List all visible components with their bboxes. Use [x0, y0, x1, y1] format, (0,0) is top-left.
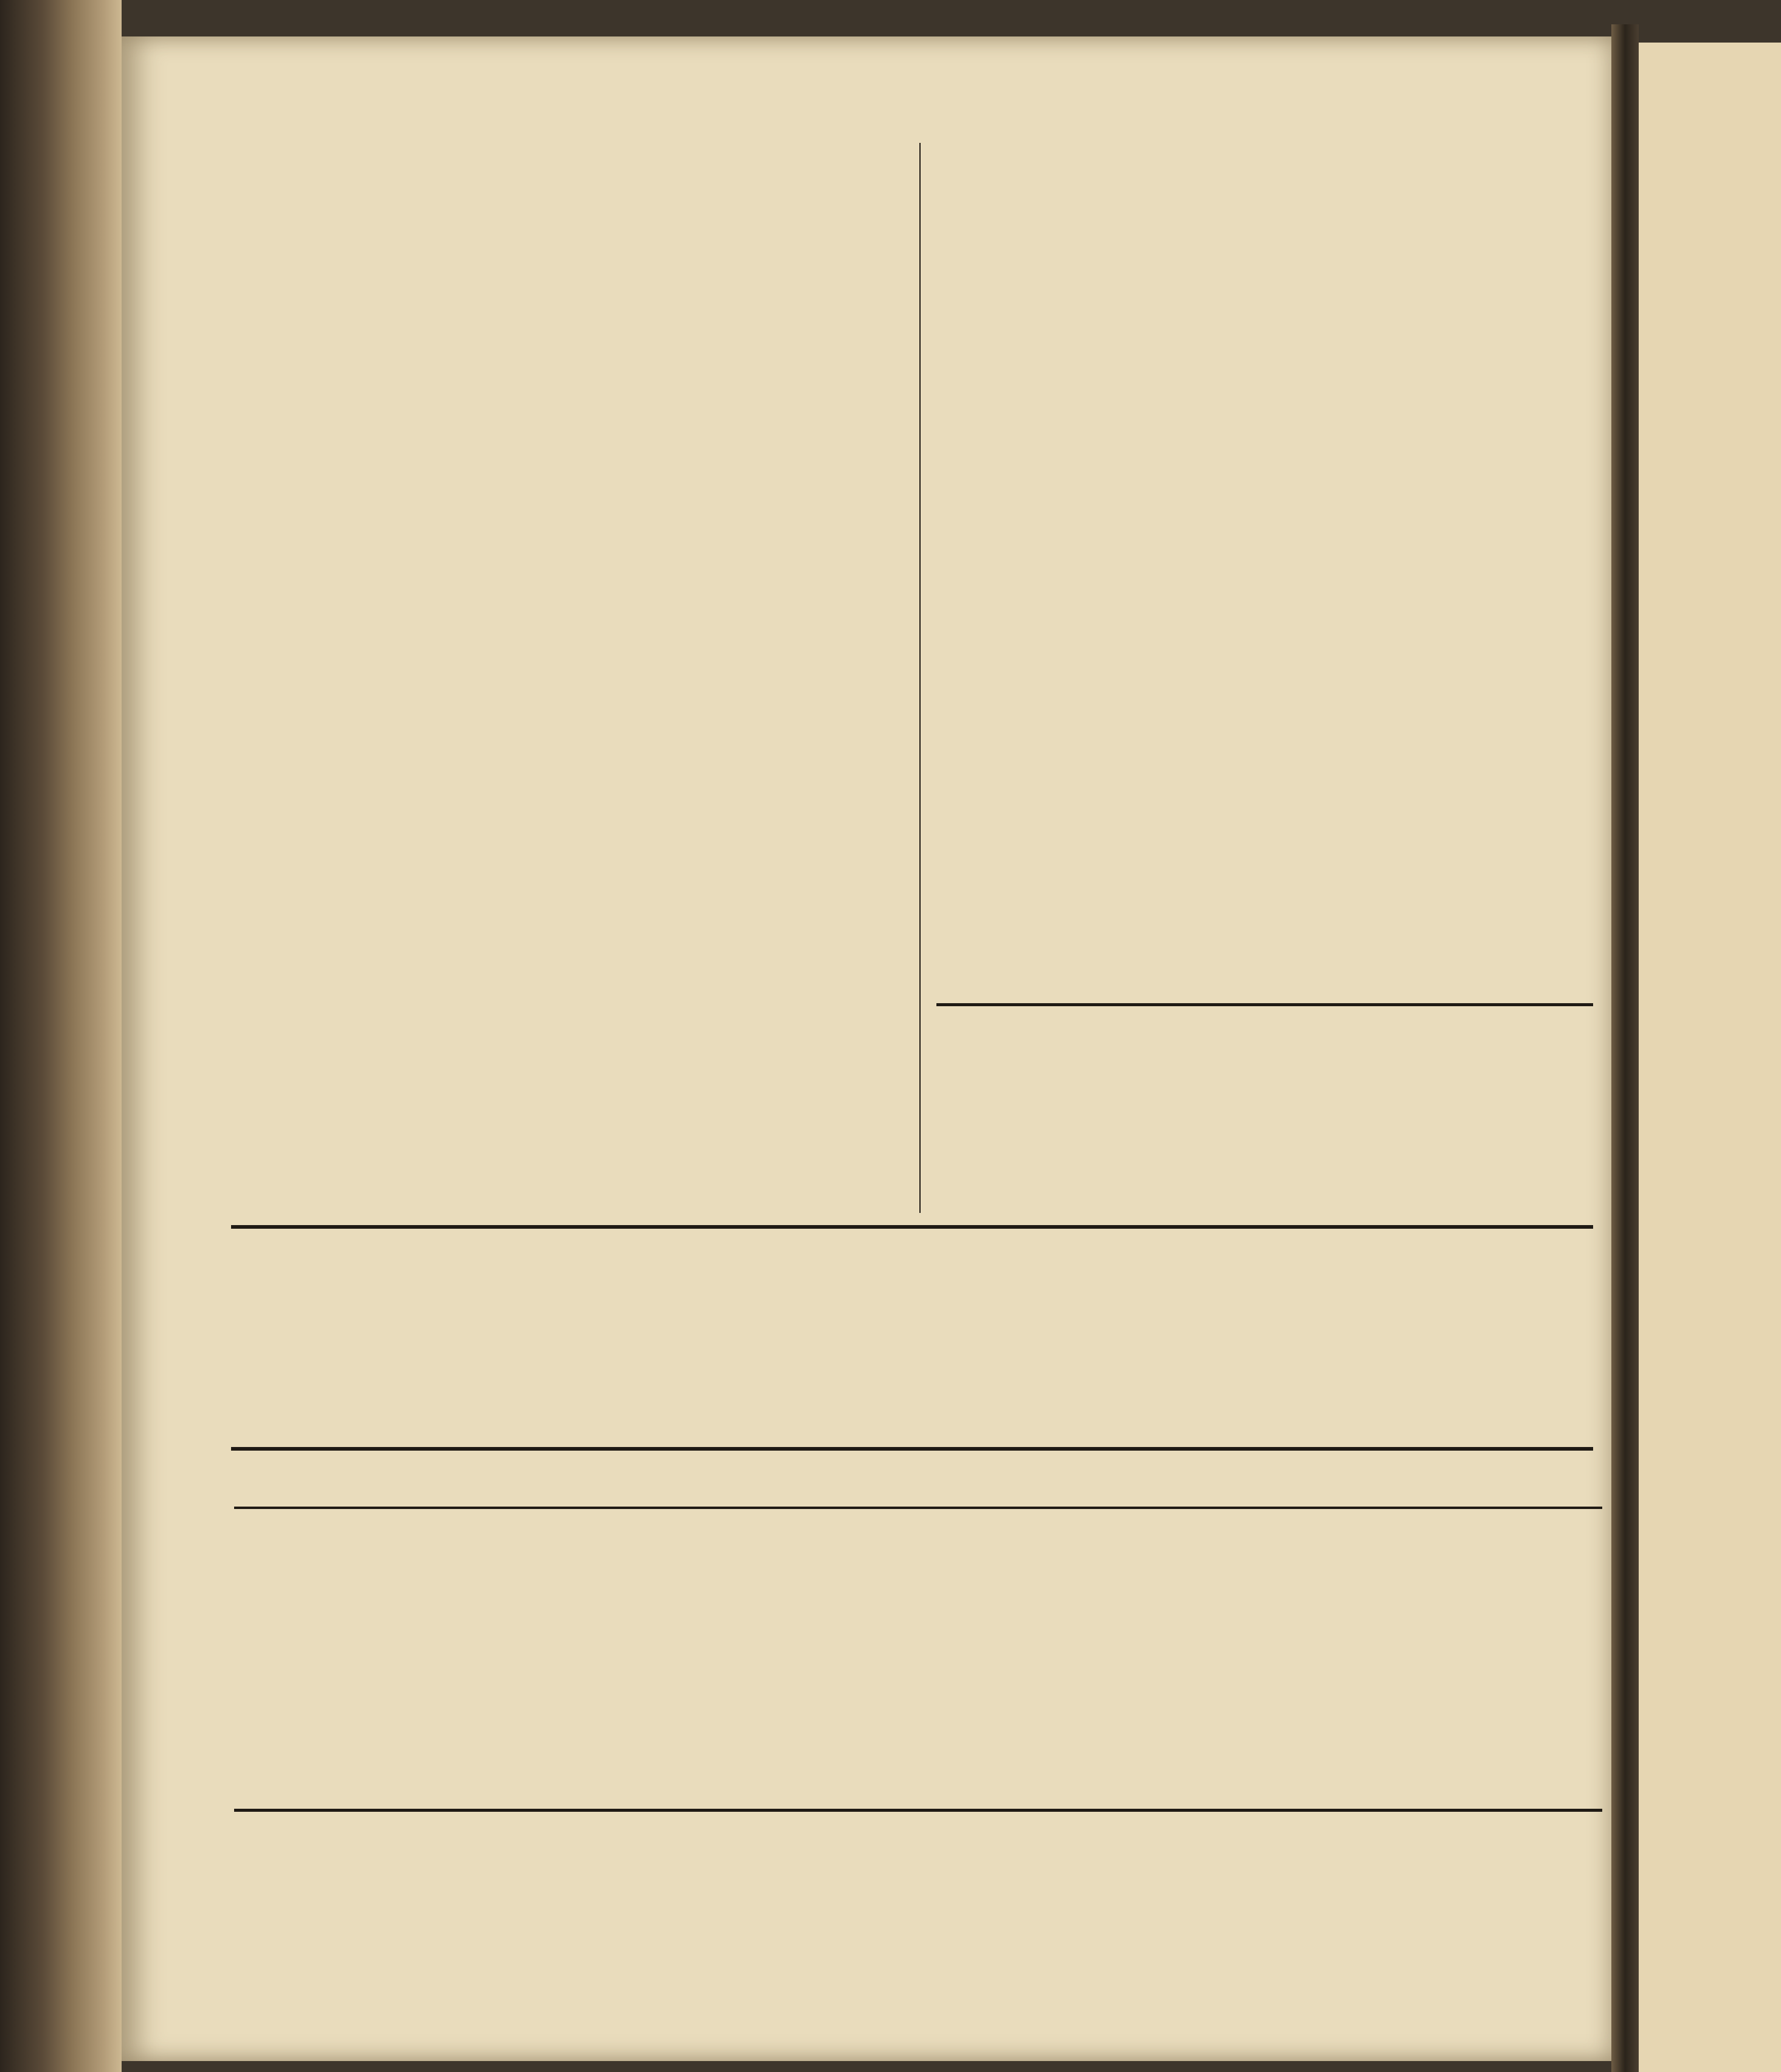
column-divider — [919, 143, 921, 1213]
water-temperature-box — [1034, 1024, 1593, 1034]
ad-top-rule — [231, 1225, 1593, 1229]
left-page-paper — [122, 36, 1611, 2061]
price-bottom-rule — [234, 1809, 1602, 1812]
ad-bottom-rule — [231, 1447, 1593, 1451]
price-top-rule — [234, 1507, 1602, 1509]
right-page-paper — [1639, 43, 1781, 2072]
water-top-rule — [936, 1003, 1593, 1006]
book-block-edge — [0, 0, 122, 2072]
book-gutter — [1611, 24, 1639, 2072]
